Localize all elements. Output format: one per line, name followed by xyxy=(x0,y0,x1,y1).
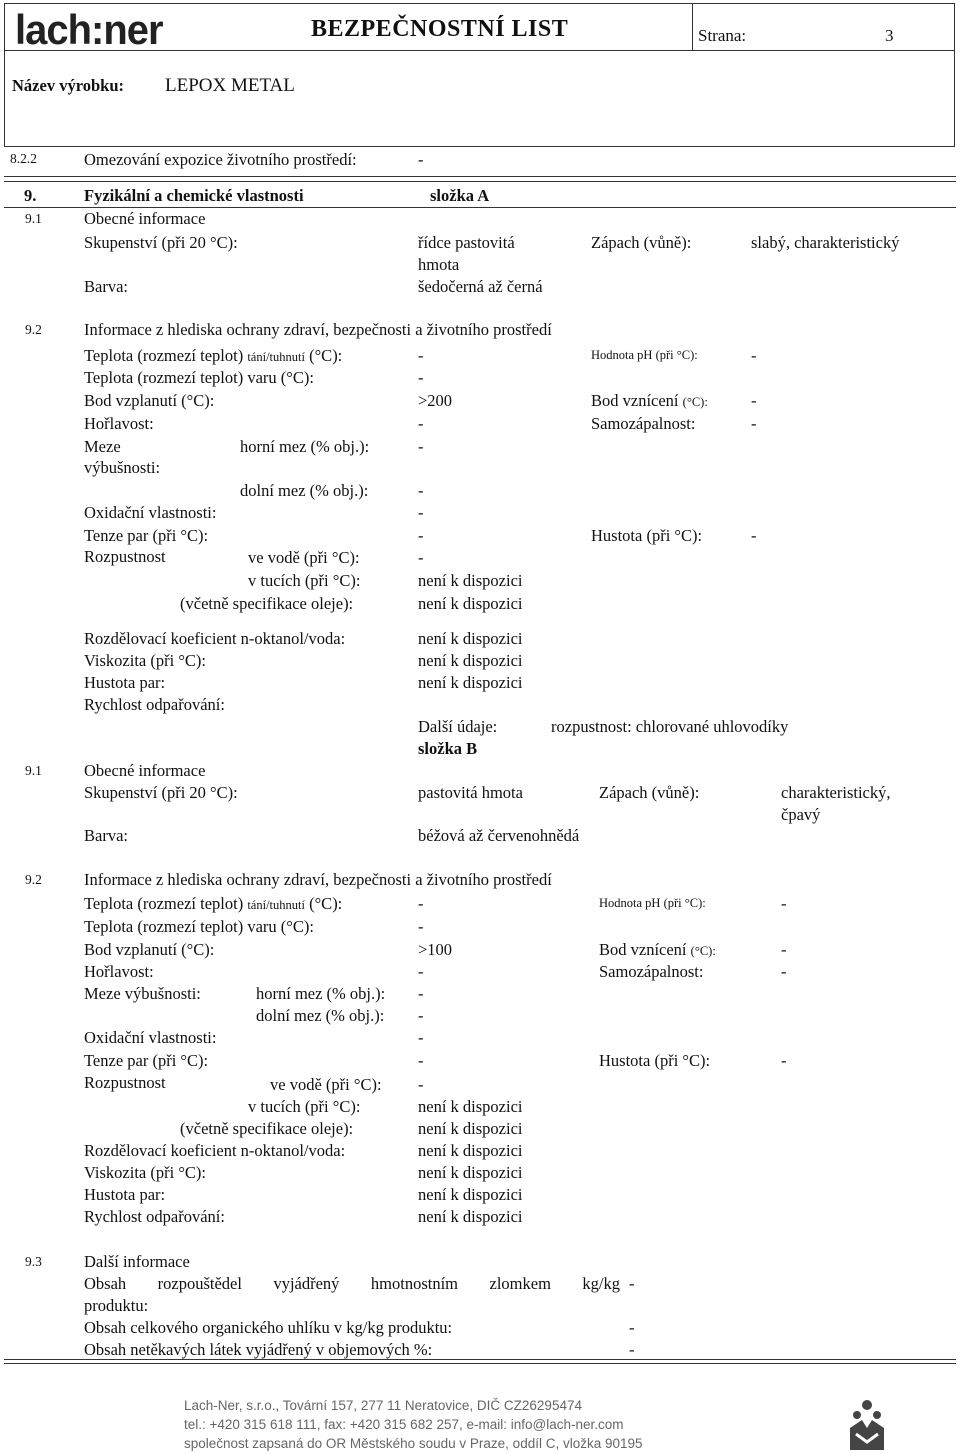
field-value: - xyxy=(629,1318,635,1337)
page-label: Strana: xyxy=(698,26,747,45)
field-label: Obsah celkového organického uhlíku v kg/kg produktu: xyxy=(84,1318,453,1337)
field-value: není k dispozici xyxy=(418,1185,523,1204)
field-value: - xyxy=(418,548,424,567)
field-value: béžová až červenohnědá xyxy=(418,826,580,845)
section-number: 9.2 xyxy=(25,322,42,337)
field-value: >100 xyxy=(418,940,453,959)
field-label: Hustota par: xyxy=(84,673,166,692)
field-label: výbušnosti: xyxy=(84,458,161,477)
section-number: 9. xyxy=(24,186,37,205)
field-label: Hustota (při °C): xyxy=(599,1051,711,1070)
field-label: ve vodě (při °C): xyxy=(248,548,360,567)
field-value: není k dispozici xyxy=(418,629,523,648)
field-label: Teplota (rozmezí teplot) varu (°C): xyxy=(84,917,314,936)
field-label: Bod vznícení (°C): xyxy=(591,391,708,410)
field-label: Samozápalnost: xyxy=(591,414,696,433)
field-label: Hořlavost: xyxy=(84,962,154,981)
field-label: Hodnota pH (při °C): xyxy=(599,896,706,910)
field-value: - xyxy=(418,894,424,913)
field-label: Hořlavost: xyxy=(84,414,154,433)
field-label: Hustota (při °C): xyxy=(591,526,703,545)
field-value: - xyxy=(418,1051,424,1070)
product-name: LEPOX METAL xyxy=(165,75,295,96)
field-value: - xyxy=(781,1051,787,1070)
field-value: - xyxy=(418,368,424,387)
field-label: Rychlost odpařování: xyxy=(84,1207,225,1226)
field-label: Hodnota pH (při °C): xyxy=(591,348,698,362)
field-value: - xyxy=(418,1006,424,1025)
product-box xyxy=(4,51,955,147)
field-value: není k dispozici xyxy=(418,673,523,692)
component-label: složka B xyxy=(418,739,478,758)
bottom-divider xyxy=(4,1359,956,1360)
field-value: - xyxy=(751,414,757,433)
field-value: - xyxy=(418,150,424,169)
field-value: - xyxy=(418,481,424,500)
field-label: Skupenství (při 20 °C): xyxy=(84,783,238,802)
document-title: BEZPEČNOSTNÍ LIST xyxy=(311,16,569,42)
field-value: - xyxy=(418,1075,424,1094)
field-value: - xyxy=(418,503,424,522)
field-label: Tenze par (při °C): xyxy=(84,526,209,545)
field-label: Rozpustnost xyxy=(84,1073,166,1092)
field-label: Zápach (vůně): xyxy=(591,233,692,252)
section-title: Další informace xyxy=(84,1252,190,1271)
section-title: Omezování expozice životního prostředí: xyxy=(84,150,357,169)
field-label: ve vodě (při °C): xyxy=(270,1075,382,1094)
field-label: Zápach (vůně): xyxy=(599,783,700,802)
field-label: Bod vzplanutí (°C): xyxy=(84,391,215,410)
field-value: čpavý xyxy=(781,805,821,824)
field-value: - xyxy=(781,940,787,959)
footer-contact: tel.: +420 315 618 111, fax: +420 315 682 257, e-mail: info@lach-ner.com xyxy=(184,1417,624,1432)
field-label: Samozápalnost: xyxy=(599,962,704,981)
divider xyxy=(4,181,956,182)
field-value: není k dispozici xyxy=(418,594,523,613)
divider xyxy=(4,207,956,208)
divider xyxy=(4,176,956,177)
field-label: v tucích (při °C): xyxy=(248,571,361,590)
footer-address: Lach-Ner, s.r.o., Tovární 157, 277 11 Neratovice, DIČ CZ26295474 xyxy=(184,1398,582,1413)
field-value: rozpustnost: chlorované uhlovodíky xyxy=(551,717,789,736)
field-label: dolní mez (% obj.): xyxy=(256,1006,385,1025)
field-value: slabý, charakteristický xyxy=(751,233,900,252)
field-value: - xyxy=(751,526,757,545)
field-value: - xyxy=(751,391,757,410)
solvent-content-label: Obsah rozpouštědel vyjádřený hmotnostním zlomkem kg/kg xyxy=(84,1274,620,1293)
field-label: (včetně specifikace oleje): xyxy=(180,1119,354,1138)
section-number: 8.2.2 xyxy=(10,151,37,166)
field-label: (včetně specifikace oleje): xyxy=(180,594,354,613)
field-value: není k dispozici xyxy=(418,651,523,670)
field-label: v tucích (při °C): xyxy=(248,1097,361,1116)
section-number: 9.3 xyxy=(25,1254,42,1269)
field-label: Další údaje: xyxy=(418,717,498,736)
field-value: řídce pastovitá xyxy=(418,233,515,252)
field-label: Rozdělovací koeficient n-oktanol/voda: xyxy=(84,1141,346,1160)
field-label: Barva: xyxy=(84,277,128,296)
section-number: 9.1 xyxy=(25,211,42,226)
field-label: Bod vznícení (°C): xyxy=(599,940,716,959)
field-label: Viskozita (při °C): xyxy=(84,1163,207,1182)
field-label: Rozpustnost xyxy=(84,547,166,566)
section-title: Informace z hlediska ochrany zdraví, bezpečnosti a životního prostředí xyxy=(84,870,552,889)
field-value: - xyxy=(418,917,424,936)
field-label: Obsah netěkavých látek vyjádřený v objemových %: xyxy=(84,1340,433,1359)
component-label: složka A xyxy=(430,186,490,205)
field-label: Oxidační vlastnosti: xyxy=(84,1028,217,1047)
field-label: Oxidační vlastnosti: xyxy=(84,503,217,522)
certification-logo-icon xyxy=(846,1398,888,1452)
field-label: Hustota par: xyxy=(84,1185,166,1204)
footer-registration: společnost zapsaná do OR Městského soudu v Praze, oddíl C, vložka 90195 xyxy=(184,1436,643,1451)
field-label: Bod vzplanutí (°C): xyxy=(84,940,215,959)
section-number: 9.2 xyxy=(25,872,42,887)
field-label: Rozdělovací koeficient n-oktanol/voda: xyxy=(84,629,346,648)
field-value: hmota xyxy=(418,255,460,274)
field-label: produktu: xyxy=(84,1296,149,1315)
field-value: pastovitá hmota xyxy=(418,783,523,802)
field-value: - xyxy=(629,1340,635,1359)
field-value: není k dispozici xyxy=(418,1097,523,1116)
field-value: není k dispozici xyxy=(418,1163,523,1182)
field-label: Meze výbušnosti: xyxy=(84,984,201,1003)
field-value: charakteristický, xyxy=(781,783,891,802)
field-label: Barva: xyxy=(84,826,128,845)
field-label: Teplota (rozmezí teplot) tání/tuhnutí (°C): xyxy=(84,894,343,913)
field-label: Meze xyxy=(84,437,121,456)
field-label: dolní mez (% obj.): xyxy=(240,481,369,500)
header xyxy=(4,3,955,51)
field-label: Skupenství (při 20 °C): xyxy=(84,233,238,252)
field-value: není k dispozici xyxy=(418,1207,523,1226)
field-value: - xyxy=(418,1028,424,1047)
header-divider xyxy=(692,4,693,50)
field-value: - xyxy=(418,526,424,545)
bottom-divider xyxy=(4,1363,956,1364)
company-logo: lach:ner xyxy=(15,6,163,53)
field-value: - xyxy=(781,962,787,981)
field-label: Teplota (rozmezí teplot) tání/tuhnutí (°C): xyxy=(84,346,343,365)
field-value: - xyxy=(781,894,787,913)
section-number: 9.1 xyxy=(25,763,42,778)
page-number: 3 xyxy=(885,26,894,45)
field-label: Tenze par (při °C): xyxy=(84,1051,209,1070)
field-value: - xyxy=(418,414,424,433)
field-value: šedočerná až černá xyxy=(418,277,543,296)
field-value: - xyxy=(418,437,424,456)
field-value: >200 xyxy=(418,391,453,410)
field-value: - xyxy=(629,1274,635,1293)
field-label: Teplota (rozmezí teplot) varu (°C): xyxy=(84,368,314,387)
field-value: - xyxy=(751,346,757,365)
section-title: Fyzikální a chemické vlastnosti xyxy=(84,186,304,205)
field-label: Viskozita (při °C): xyxy=(84,651,207,670)
section-title: Informace z hlediska ochrany zdraví, bezpečnosti a životního prostředí xyxy=(84,320,552,339)
field-label: Rychlost odpařování: xyxy=(84,695,225,714)
field-value: - xyxy=(418,984,424,1003)
field-label: horní mez (% obj.): xyxy=(240,437,370,456)
field-value: - xyxy=(418,346,424,365)
field-value: není k dispozici xyxy=(418,571,523,590)
field-value: - xyxy=(418,962,424,981)
field-value: není k dispozici xyxy=(418,1119,523,1138)
section-title: Obecné informace xyxy=(84,761,206,780)
product-label: Název výrobku: xyxy=(12,76,124,95)
section-title: Obecné informace xyxy=(84,209,206,228)
field-value: není k dispozici xyxy=(418,1141,523,1160)
field-label: horní mez (% obj.): xyxy=(256,984,386,1003)
